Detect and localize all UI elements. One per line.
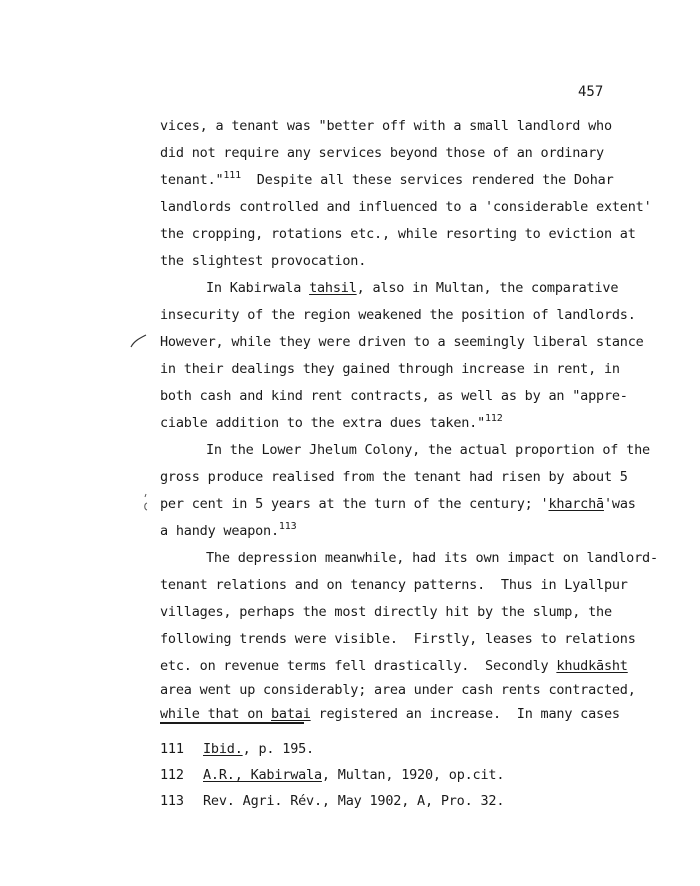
footnote-text [203, 741, 314, 757]
footnote-number: 112 [160, 767, 184, 783]
underlined-term: Ibid. [203, 741, 243, 757]
text-segment: Despite all these services rendered the Dohar [240, 172, 614, 188]
text-segment: , p. 195. [242, 741, 314, 757]
text-line: tenant relations and on tenancy patterns. Thus in Lyallpur [160, 577, 628, 593]
footnote-separator [160, 722, 304, 724]
text-segment: , also in Multan, the comparative [356, 280, 619, 296]
text-line [160, 172, 614, 188]
text-line [160, 706, 620, 722]
footnote-number: 113 [160, 793, 184, 809]
text-segment: In Kabirwala [206, 280, 310, 296]
text-segment: , Multan, 1920, op.cit. [321, 767, 505, 783]
page-number: 457 [578, 84, 604, 100]
underlined-term: khudkāsht [556, 658, 628, 674]
footnote-ref: 113 [278, 521, 297, 532]
text-segment: per cent in 5 years at the turn of the century; ' [160, 496, 549, 512]
margin-pencil-mark [140, 492, 150, 514]
text-line: However, while they were driven to a seemingly liberal stance [160, 334, 644, 350]
text-line: landlords controlled and influenced to a 'considerable extent' [160, 199, 652, 215]
text-line: area went up considerably; area under cash rents contracted, [160, 682, 636, 698]
text-line: villages, perhaps the most directly hit by the slump, the [160, 604, 612, 620]
footnote-ref: 111 [223, 170, 241, 181]
text-line: the slightest provocation. [160, 253, 367, 269]
text-segment: etc. on revenue terms fell drastically. Secondly [160, 658, 557, 674]
margin-pencil-mark [128, 332, 150, 350]
text-line: gross produce realised from the tenant had risen by about 5 [160, 469, 628, 485]
text-line: The depression meanwhile, had its own impact on landlord- [206, 550, 658, 566]
text-line: did not require any services beyond those of an ordinary [160, 145, 604, 161]
text-line [160, 658, 628, 674]
text-line [160, 523, 296, 539]
text-line: following trends were visible. Firstly, leases to relations [160, 631, 636, 647]
text-line: the cropping, rotations etc., while resorting to eviction at [160, 226, 636, 242]
text-line: In the Lower Jhelum Colony, the actual proportion of the [206, 442, 650, 458]
text-segment: a handy weapon. [160, 523, 279, 539]
text-line: vices, a tenant was "better off with a small landlord who [160, 118, 612, 134]
text-line [160, 415, 503, 431]
text-line: insecurity of the region weakened the position of landlords. [160, 307, 636, 323]
text-segment: while that on [160, 706, 271, 722]
text-segment: registered an increase. In many cases [310, 706, 620, 722]
footnote-text [203, 767, 504, 783]
text-line: in their dealings they gained through increase in rent, in [160, 361, 620, 377]
text-segment: ciable addition to the extra dues taken." [160, 415, 486, 431]
text-segment: 'was [603, 496, 636, 512]
footnote-text: Rev. Agri. Rév., May 1902, A, Pro. 32. [203, 793, 505, 809]
underlined-term: batai [271, 706, 311, 722]
text-line [206, 280, 618, 296]
underlined-term: tahsil [309, 280, 357, 296]
footnote-ref: 112 [485, 413, 503, 424]
footnote-number: 111 [160, 741, 184, 757]
underlined-term: A.R., Kabirwala [203, 767, 322, 783]
text-line: both cash and kind rent contracts, as well as by an "appre- [160, 388, 628, 404]
text-line [160, 496, 636, 512]
underlined-term: kharchā [548, 496, 604, 512]
text-segment: tenant." [160, 172, 224, 188]
